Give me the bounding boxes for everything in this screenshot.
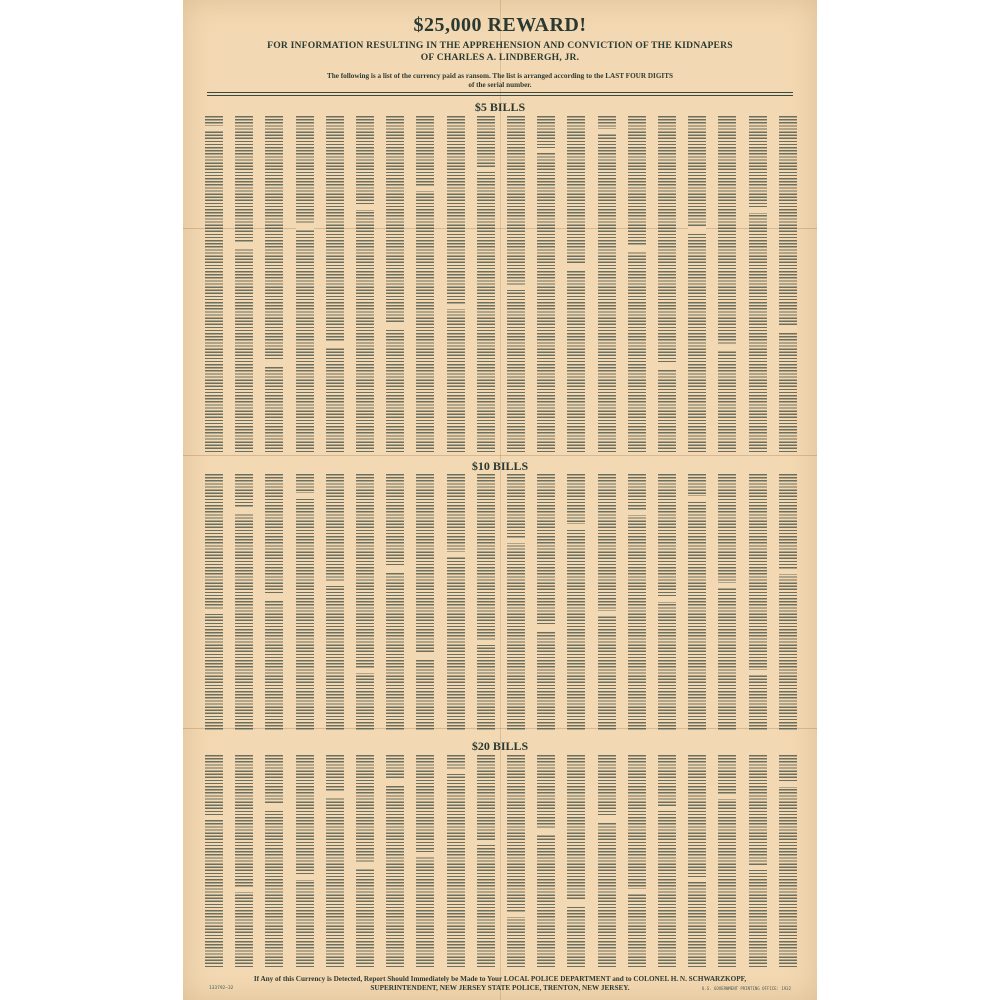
serial-number-column — [265, 474, 283, 730]
serial-number-column — [658, 755, 676, 968]
poster-title: $25,000 REWARD! — [413, 14, 587, 36]
intro-note-line1: The following is a list of the currency paid as ransom. The list is arranged according to the LAST FOUR DIGITS — [326, 72, 674, 80]
serial-number-grid-20-bills — [205, 755, 797, 968]
serial-number-grid-10-bills — [205, 474, 797, 730]
serial-number-column — [718, 755, 736, 968]
footer-instruction-line2: SUPERINTENDENT, NEW JERSEY STATE POLICE, TRENTON, NEW JERSEY. — [370, 984, 630, 992]
serial-number-grid-5-bills — [205, 116, 797, 453]
serial-number-column — [296, 755, 314, 968]
serial-number-column — [658, 116, 676, 453]
serial-number-column — [688, 116, 706, 453]
serial-number-column — [416, 474, 434, 730]
poster-subtitle-line2: OF CHARLES A. LINDBERGH, JR. — [420, 52, 580, 63]
intro-note-line2: of the serial number. — [468, 81, 532, 89]
serial-number-column — [567, 116, 585, 453]
section-heading-5-bills: $5 BILLS — [474, 100, 526, 114]
serial-number-column — [598, 116, 616, 453]
print-code: 133792—32 — [209, 986, 234, 991]
serial-number-column — [477, 116, 495, 453]
section-heading-20-bills: $20 BILLS — [471, 739, 529, 753]
serial-number-column — [296, 474, 314, 730]
serial-number-column — [598, 474, 616, 730]
serial-number-column — [658, 474, 676, 730]
serial-number-column — [386, 474, 404, 730]
serial-number-column — [205, 755, 223, 968]
serial-number-column — [265, 116, 283, 453]
serial-number-column — [567, 474, 585, 730]
serial-number-column — [205, 116, 223, 453]
serial-number-column — [356, 474, 374, 730]
serial-number-column — [749, 755, 767, 968]
serial-number-column — [537, 474, 555, 730]
header-rule — [207, 95, 793, 96]
footer-instruction-line1: If Any of this Currency is Detected, Report Should Immediately be Made to Your LOCAL POLICE DEPARTMENT and to COLONEL H. N. SCHWARZKOPF, — [253, 975, 747, 983]
horizontal-fold-line — [183, 455, 817, 456]
serial-number-column — [447, 755, 465, 968]
serial-number-column — [386, 755, 404, 968]
serial-number-column — [326, 474, 344, 730]
serial-number-column — [749, 116, 767, 453]
serial-number-column — [296, 116, 314, 453]
serial-number-column — [447, 116, 465, 453]
serial-number-column — [779, 116, 797, 453]
serial-number-column — [477, 755, 495, 968]
printer-imprint: U.S. GOVERNMENT PRINTING OFFICE: 1932 — [701, 986, 791, 991]
serial-number-column — [628, 116, 646, 453]
header-rule — [207, 92, 793, 93]
serial-number-column — [235, 755, 253, 968]
serial-number-column — [235, 116, 253, 453]
serial-number-column — [507, 474, 525, 730]
serial-number-column — [628, 755, 646, 968]
serial-number-column — [537, 116, 555, 453]
serial-number-column — [477, 474, 495, 730]
serial-number-column — [749, 474, 767, 730]
serial-number-column — [416, 116, 434, 453]
serial-number-column — [537, 755, 555, 968]
serial-number-column — [356, 755, 374, 968]
serial-number-column — [235, 474, 253, 730]
serial-number-column — [628, 474, 646, 730]
reward-poster — [183, 0, 817, 1000]
serial-number-column — [718, 474, 736, 730]
serial-number-column — [265, 755, 283, 968]
serial-number-column — [567, 755, 585, 968]
poster-subtitle-line1: FOR INFORMATION RESULTING IN THE APPREHENSION AND CONVICTION OF THE KIDNAPERS — [267, 40, 733, 51]
serial-number-column — [326, 116, 344, 453]
serial-number-column — [205, 474, 223, 730]
serial-number-column — [779, 755, 797, 968]
serial-number-column — [718, 116, 736, 453]
serial-number-column — [507, 116, 525, 453]
serial-number-column — [386, 116, 404, 453]
serial-number-column — [507, 755, 525, 968]
serial-number-column — [326, 755, 344, 968]
serial-number-column — [416, 755, 434, 968]
serial-number-column — [779, 474, 797, 730]
serial-number-column — [598, 755, 616, 968]
serial-number-column — [688, 474, 706, 730]
serial-number-column — [447, 474, 465, 730]
serial-number-column — [356, 116, 374, 453]
serial-number-column — [688, 755, 706, 968]
section-heading-10-bills: $10 BILLS — [471, 459, 529, 473]
